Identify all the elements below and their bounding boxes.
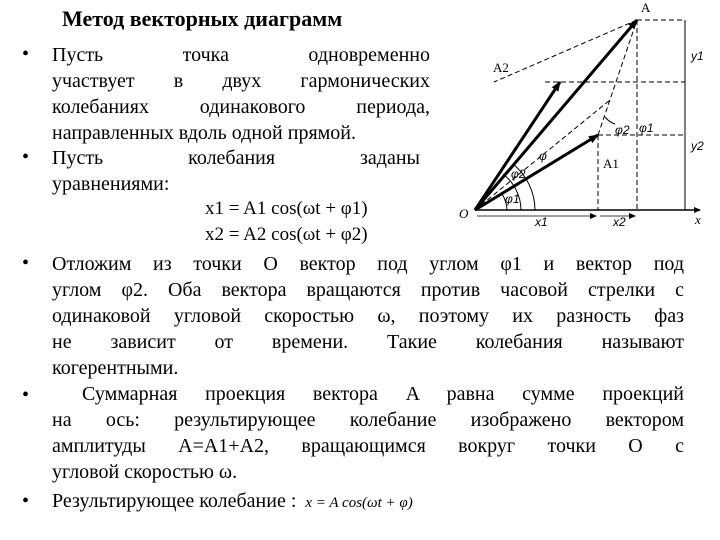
projection-lines	[475, 20, 685, 210]
text-line: участвует в двух гармонических	[52, 70, 430, 92]
label-phi2: φ2	[511, 167, 526, 181]
paragraph-5	[52, 488, 413, 516]
bullet-marker: •	[22, 43, 30, 65]
label-phi: φ	[539, 149, 547, 163]
paragraph-4	[52, 381, 684, 485]
paragraph-3	[52, 251, 684, 381]
text-line: углом φ2. Оба вектора вращаются против часовой стрелки с	[52, 279, 684, 301]
label-x-axis: x	[695, 212, 701, 227]
bullet-marker: •	[22, 252, 30, 274]
vector-A1	[475, 135, 598, 210]
vector-A2	[475, 82, 560, 210]
text-line: амплитуды A=A1+A2, вращающимся вокруг точки O с	[52, 435, 684, 457]
label-x1: x1	[535, 215, 548, 229]
text-line: одинаковой угловой скоростью ω, поэтому их разность фаз	[52, 305, 684, 327]
text-line: на ось: результирующее колебание изображено вектором	[52, 409, 684, 431]
bullet-marker: •	[22, 490, 30, 512]
text-line: не зависит от времени. Такие колебания называют	[52, 331, 684, 353]
label-A1: A1	[603, 156, 619, 171]
equation-1: x1 = A1 cos(ωt + φ1)	[205, 198, 368, 219]
vector-diagram	[455, 0, 715, 235]
text-line: когерентными.	[52, 357, 179, 379]
label-y1: y1	[691, 49, 704, 63]
text-line: Суммарная проекция вектора A равна сумме проекций	[82, 383, 684, 405]
equation-3: x = A cos(ωt + φ)	[305, 495, 413, 511]
paragraph-2	[52, 145, 420, 197]
text-line: Пусть колебания заданы	[52, 147, 420, 169]
text-line: Результирующее колебание :	[52, 490, 297, 512]
label-y2: y2	[691, 139, 704, 153]
label-phi1: φ1	[505, 192, 520, 206]
label-A: A	[641, 0, 651, 15]
text-line: уравнениями:	[52, 173, 170, 195]
paragraph-1	[52, 42, 430, 146]
text-line: угловой скоростью ω.	[52, 461, 238, 483]
label-phi1-small: φ1	[639, 121, 654, 135]
vector-A	[475, 20, 637, 210]
bullet-marker: •	[22, 146, 30, 168]
label-phi2-small: φ2	[615, 123, 630, 137]
equation-2: x2 = A2 cos(ωt + φ2)	[205, 224, 368, 245]
text-line: колебаниях одинакового периода,	[52, 96, 430, 118]
page-title: Метод векторных диаграмм	[62, 6, 343, 31]
bullet-marker: •	[22, 384, 30, 406]
label-x2: x2	[613, 215, 626, 229]
label-A2: A2	[493, 60, 509, 75]
label-O: O	[459, 206, 469, 221]
text-line: Пусть точка одновременно	[52, 44, 430, 66]
text-line: Отложим из точки O вектор под углом φ1 и вектор под	[52, 253, 684, 275]
text-line: направленных вдоль одной прямой.	[52, 122, 357, 144]
